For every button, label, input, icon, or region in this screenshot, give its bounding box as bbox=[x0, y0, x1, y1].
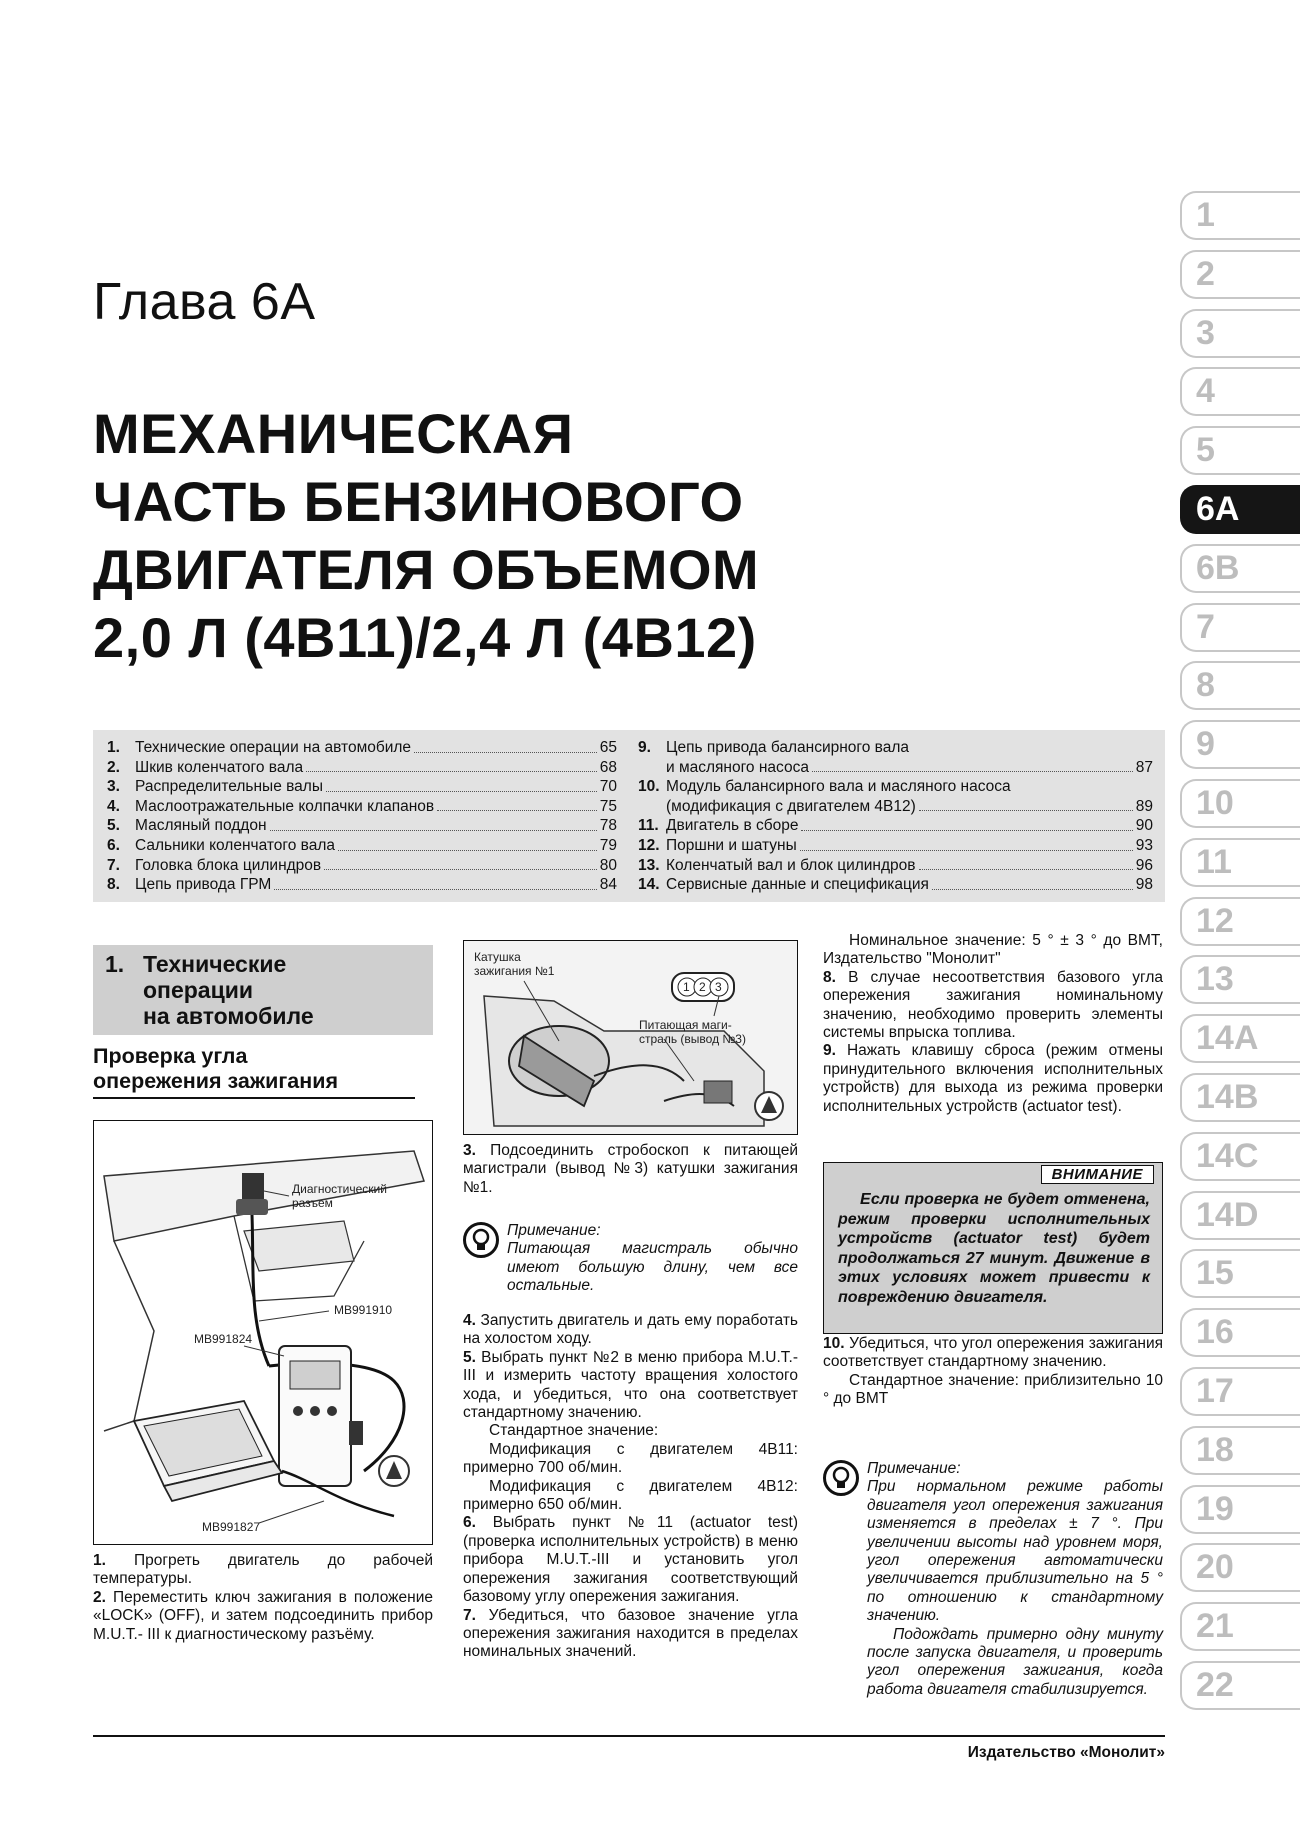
toc-row bbox=[638, 797, 1153, 817]
chapter-tab: 8 bbox=[1180, 661, 1300, 710]
feed-label-line: Питающая маги- bbox=[639, 1018, 732, 1032]
paragraph bbox=[823, 1372, 1163, 1409]
toc-title: Поршни и шатуны bbox=[666, 836, 797, 854]
text-column-c-top bbox=[823, 932, 1163, 1116]
toc-title: Шкив коленчатого вала bbox=[135, 758, 304, 776]
warning-label: ВНИМАНИЕ bbox=[1041, 1165, 1154, 1184]
toc-leader bbox=[437, 797, 597, 812]
note-title: Примечание: bbox=[867, 1460, 961, 1477]
toc-title: Головка блока цилиндров bbox=[135, 856, 322, 874]
step-number: 10. bbox=[823, 1335, 845, 1352]
step-number: 6. bbox=[463, 1514, 476, 1532]
toc-leader bbox=[338, 836, 597, 851]
step-number: 2. bbox=[93, 1588, 106, 1606]
lightbulb-icon bbox=[823, 1460, 859, 1496]
section-number: 1. bbox=[105, 951, 125, 977]
section-title-line: операции bbox=[143, 977, 253, 1003]
toc-number: 9. bbox=[638, 739, 651, 756]
note-text: Питающая магистраль обычно имеют большую длину, чем все остальные. bbox=[507, 1240, 798, 1295]
chapter-tab: 5 bbox=[1180, 426, 1300, 475]
paragraph bbox=[463, 1514, 798, 1606]
text-step-3 bbox=[463, 1142, 798, 1197]
paragraph bbox=[463, 1422, 798, 1440]
toc-title: Модуль балансирного вала и масляного насоса bbox=[666, 778, 1011, 796]
chapter-tab: 16 bbox=[1180, 1308, 1300, 1357]
note-text: При нормальном режиме работы двигателя угол опережения зажигания изменяется в пределах ± 7 °. При увеличении высоты над уровнем моря, угол опережения автоматически увеличивается приблизительно на 5 ° по отношению к стандартному значению. bbox=[867, 1478, 1163, 1625]
section-heading bbox=[93, 945, 433, 1035]
toc-row bbox=[107, 777, 617, 797]
toc-row bbox=[107, 797, 617, 817]
toc-title: Сервисные данные и спецификация bbox=[666, 876, 929, 894]
toc-number: 6. bbox=[107, 836, 120, 854]
toc-leader bbox=[932, 875, 1133, 890]
chapter-tab: 17 bbox=[1180, 1367, 1300, 1416]
subheading-line: Проверка угла bbox=[93, 1044, 248, 1068]
toc-title: Маслоотражательные колпачки клапанов bbox=[135, 797, 435, 815]
step-number: 4. bbox=[463, 1312, 476, 1329]
paragraph-text: Нажать клавишу сброса (режим отмены принудительного включения исполнительных устройств) для выхода из режима проверки исполнительных устройств (actuator test). bbox=[823, 1042, 1163, 1115]
toc-title: Цепь привода балансирного вала bbox=[666, 739, 910, 756]
toc-title: Цепь привода ГРМ bbox=[135, 876, 272, 894]
toc-leader bbox=[326, 777, 597, 792]
toc-row bbox=[638, 777, 1153, 797]
step-number: 9. bbox=[823, 1042, 836, 1060]
toc-leader bbox=[919, 797, 1133, 812]
toc-page: 90 bbox=[1135, 817, 1153, 835]
toc-row bbox=[638, 836, 1153, 856]
toc-page: 78 bbox=[599, 817, 617, 835]
chapter-label: Глава 6А bbox=[93, 273, 316, 331]
step-number: 7. bbox=[463, 1606, 476, 1624]
toc-row bbox=[638, 856, 1153, 876]
note-box-1 bbox=[463, 1222, 798, 1296]
note-box-2 bbox=[823, 1460, 1163, 1699]
paragraph-text: Переместить ключ зажигания в положение «LOCK» (OFF), и затем подсоединить прибор M.U.T.- III к диагностическому разъёму. bbox=[93, 1588, 433, 1643]
warning-text: Если проверка не будет отменена, режим проверки исполнительных устройств (actuator test) будет продолжаться 27 минут. Движение в этих условиях может привести к повреждению двигателя. bbox=[838, 1191, 1150, 1306]
toc-page: 65 bbox=[599, 739, 617, 756]
pin-label: 3 bbox=[715, 980, 722, 994]
chapter-tab: 10 bbox=[1180, 779, 1300, 828]
toc-number: 12. bbox=[638, 836, 660, 854]
section-title-line: на автомобиле bbox=[143, 1003, 314, 1029]
toc-number: 2. bbox=[107, 758, 120, 776]
feed-label-line: страль (вывод №3) bbox=[639, 1032, 746, 1046]
coil-label-line: зажигания №1 bbox=[474, 964, 555, 978]
text-column-c-bottom bbox=[823, 1335, 1163, 1409]
toc-title: Сальники коленчатого вала bbox=[135, 836, 336, 854]
chapter-tab: 14D bbox=[1180, 1191, 1300, 1240]
toc-row bbox=[107, 856, 617, 876]
toc-title-cont: (модификация с двигателем 4B12) bbox=[666, 797, 916, 815]
title-line: МЕХАНИЧЕСКАЯ bbox=[93, 402, 574, 465]
coil-label-line: Катушка bbox=[474, 950, 521, 964]
toc-title: Распределительные валы bbox=[135, 778, 323, 796]
toc-page: 87 bbox=[1135, 758, 1153, 776]
toc-leader bbox=[414, 738, 597, 753]
toc-number: 13. bbox=[638, 856, 660, 874]
toc-column-left bbox=[107, 738, 617, 895]
toc-page: 70 bbox=[599, 778, 617, 796]
toc-title: Коленчатый вал и блок цилиндров bbox=[666, 856, 916, 874]
paragraph-text: В случае несоответствия базового угла опережения зажигания номинальному значению, необходимо проверить элементы системы впрыска топлива. bbox=[823, 968, 1163, 1042]
toc-leader bbox=[800, 836, 1133, 851]
pin-label: 2 bbox=[699, 980, 706, 994]
paragraph bbox=[823, 969, 1163, 1043]
chapter-tab: 11 bbox=[1180, 838, 1300, 887]
toc-page: 79 bbox=[599, 836, 617, 854]
paragraph-text: Номинальное значение: 5 ° ± 3 ° до ВМТ, Издательство "Монолит" bbox=[823, 932, 1163, 968]
toc-title-cont: и масляного насоса bbox=[666, 758, 809, 776]
chapter-tab: 2 bbox=[1180, 250, 1300, 299]
toc-row bbox=[107, 836, 617, 856]
chapter-tab: 14B bbox=[1180, 1073, 1300, 1122]
chapter-tab: 18 bbox=[1180, 1426, 1300, 1475]
toc-leader bbox=[812, 758, 1133, 773]
chapter-title bbox=[93, 400, 759, 672]
toc-row bbox=[638, 738, 1153, 758]
text-column-a bbox=[93, 1552, 433, 1644]
paragraph-text: Убедиться, что угол опережения зажигания соответствует стандартному значению. bbox=[823, 1335, 1163, 1371]
toc-leader bbox=[274, 875, 596, 890]
cable-label-a: MB991910 bbox=[334, 1303, 393, 1317]
diagnostic-illustration bbox=[94, 1121, 431, 1543]
paragraph-text: Стандартное значение: bbox=[489, 1422, 659, 1440]
paragraph-text: Выбрать пункт №2 в меню прибора M.U.T.- III и измерить частоту вращения холостого хода, и убедиться, что она соответствует стандартному значению. bbox=[463, 1348, 798, 1422]
step-text: Подсоединить стробоскоп к питающей магистрали (вывод №3) катушки зажигания №1. bbox=[463, 1142, 798, 1196]
step-number: 1. bbox=[93, 1552, 106, 1569]
paragraph-text: Модификация с двигателем 4B12: примерно 650 об/мин. bbox=[463, 1477, 798, 1514]
note-title: Примечание: bbox=[507, 1222, 601, 1239]
paragraph bbox=[463, 1312, 798, 1349]
toc-row bbox=[107, 758, 617, 778]
note-text-2: Подождать примерно одну минуту после запуска двигателя, и проверить угол опережения зажигания, когда работа двигателя стабилизируется. bbox=[867, 1625, 1163, 1698]
step-number: 5. bbox=[463, 1348, 476, 1366]
step-number: 8. bbox=[823, 968, 836, 986]
subsection-heading bbox=[93, 1044, 415, 1099]
connector-label-line: разъем bbox=[292, 1196, 333, 1210]
chapter-tab: 20 bbox=[1180, 1543, 1300, 1592]
toc-leader bbox=[270, 816, 597, 831]
chapter-tab: 3 bbox=[1180, 309, 1300, 358]
chapter-tab: 7 bbox=[1180, 603, 1300, 652]
paragraph bbox=[823, 1335, 1163, 1372]
title-line: ЧАСТЬ БЕНЗИНОВОГО bbox=[93, 470, 744, 533]
chapter-tab: 4 bbox=[1180, 367, 1300, 416]
toc-number: 4. bbox=[107, 797, 120, 815]
toc-leader bbox=[324, 856, 597, 871]
chapter-tabs bbox=[1180, 191, 1300, 1720]
chapter-tab: 6A bbox=[1180, 485, 1300, 534]
toc-number: 10. bbox=[638, 778, 660, 796]
toc-column-right bbox=[638, 738, 1153, 895]
ignition-coil-figure bbox=[463, 940, 798, 1135]
warning-box bbox=[823, 1162, 1163, 1334]
toc-leader bbox=[919, 856, 1133, 871]
toc-row bbox=[638, 758, 1153, 778]
chapter-tab: 14A bbox=[1180, 1014, 1300, 1063]
toc-number: 11. bbox=[638, 817, 659, 835]
toc-row bbox=[107, 816, 617, 836]
chapter-tab: 6B bbox=[1180, 544, 1300, 593]
toc-page: 84 bbox=[599, 876, 617, 894]
paragraph-text: Прогреть двигатель до рабочей температуры. bbox=[93, 1552, 434, 1588]
toc-page: 89 bbox=[1135, 797, 1153, 815]
chapter-tab: 14C bbox=[1180, 1132, 1300, 1181]
paragraph bbox=[463, 1607, 798, 1662]
device-label-b: MB991824 bbox=[194, 1332, 253, 1346]
step-number: 3. bbox=[463, 1142, 476, 1159]
paragraph-text: Выбрать пункт №11 (actuator test) (проверка исполнительных устройств) в меню прибора M.U.T.-III и установить угол опережения зажигания соответствующий базовому углу опережения зажигания. bbox=[463, 1514, 798, 1606]
toc-number: 14. bbox=[638, 876, 660, 894]
chapter-tab: 13 bbox=[1180, 955, 1300, 1004]
toc-page: 80 bbox=[599, 856, 617, 874]
toc-title: Технические операции на автомобиле bbox=[135, 739, 412, 756]
toc-row bbox=[107, 875, 617, 895]
lightbulb-icon bbox=[463, 1222, 499, 1258]
paragraph bbox=[823, 1042, 1163, 1116]
cable-label-c: MB991827 bbox=[202, 1520, 261, 1534]
toc-page: 98 bbox=[1135, 876, 1153, 894]
chapter-tab: 19 bbox=[1180, 1485, 1300, 1534]
paragraph bbox=[463, 1441, 798, 1478]
pin-label: 1 bbox=[683, 980, 690, 994]
chapter-tab: 22 bbox=[1180, 1661, 1300, 1710]
paragraph bbox=[823, 932, 1163, 969]
paragraph bbox=[463, 1478, 798, 1515]
connector-label-line: Диагностический bbox=[292, 1182, 387, 1196]
chapter-tab: 15 bbox=[1180, 1249, 1300, 1298]
toc-page: 93 bbox=[1135, 836, 1153, 854]
subheading-line: опережения зажигания bbox=[93, 1069, 339, 1093]
paragraph bbox=[463, 1349, 798, 1423]
table-of-contents bbox=[93, 730, 1165, 902]
paragraph-text: Стандартное значение: приблизительно 10 ° до ВМТ bbox=[823, 1371, 1163, 1408]
title-line: ДВИГАТЕЛЯ ОБЪЕМОМ bbox=[93, 538, 760, 601]
chapter-tab: 12 bbox=[1180, 897, 1300, 946]
toc-title: Двигатель в сборе bbox=[666, 817, 799, 835]
toc-number: 8. bbox=[107, 876, 120, 894]
toc-row bbox=[638, 875, 1153, 895]
diagnostic-connection-figure bbox=[93, 1120, 433, 1545]
toc-row bbox=[107, 738, 617, 758]
toc-page: 75 bbox=[599, 797, 617, 815]
toc-title: Масляный поддон bbox=[135, 817, 267, 835]
paragraph bbox=[93, 1589, 433, 1644]
chapter-tab: 9 bbox=[1180, 720, 1300, 769]
paragraph-text: Запустить двигатель и дать ему поработать на холостом ходу. bbox=[463, 1312, 798, 1348]
paragraph-text: Убедиться, что базовое значение угла опережения зажигания находится в пределах номинальных значений. bbox=[463, 1606, 798, 1661]
toc-number: 3. bbox=[107, 778, 120, 796]
text-column-b bbox=[463, 1312, 798, 1662]
toc-page: 68 bbox=[599, 758, 617, 776]
title-line: 2,0 Л (4B11)/2,4 Л (4B12) bbox=[93, 606, 757, 669]
toc-number: 5. bbox=[107, 817, 120, 835]
section-title-line: Технические bbox=[143, 951, 287, 977]
toc-leader bbox=[801, 816, 1132, 831]
toc-page: 96 bbox=[1135, 856, 1153, 874]
toc-row bbox=[638, 816, 1153, 836]
paragraph-text: Модификация с двигателем 4B11: примерно 700 об/мин. bbox=[463, 1440, 798, 1477]
footer-rule bbox=[93, 1735, 1165, 1737]
toc-number: 1. bbox=[107, 739, 120, 756]
ignition-coil-illustration bbox=[464, 941, 796, 1133]
chapter-tab: 21 bbox=[1180, 1602, 1300, 1651]
paragraph bbox=[93, 1552, 433, 1589]
chapter-tab: 1 bbox=[1180, 191, 1300, 240]
toc-leader bbox=[306, 758, 597, 773]
footer-publisher: Издательство «Монолит» bbox=[967, 1744, 1165, 1761]
toc-number: 7. bbox=[107, 856, 120, 874]
